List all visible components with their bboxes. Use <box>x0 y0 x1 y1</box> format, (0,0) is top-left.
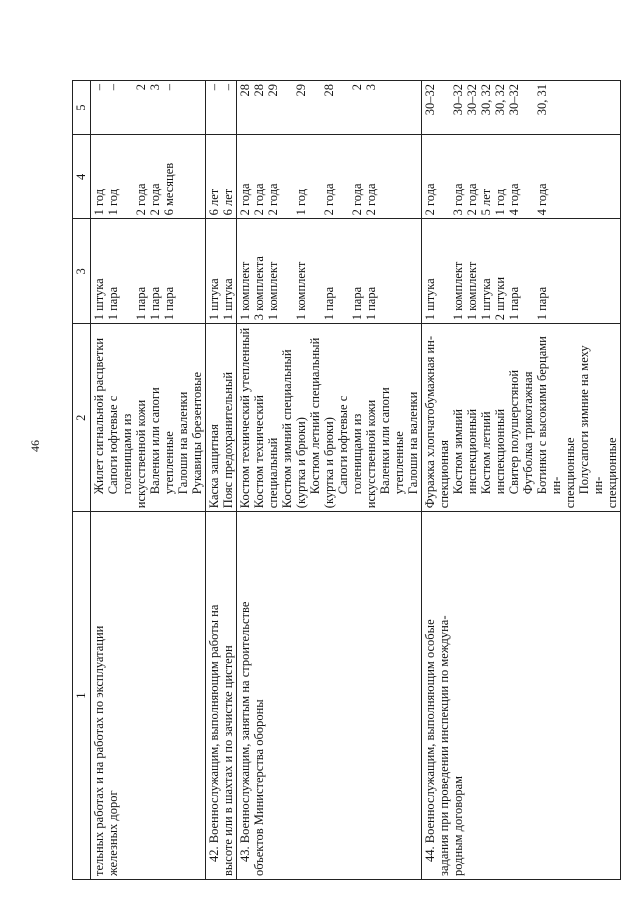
quantity-cell-line <box>120 222 134 320</box>
category-cell <box>422 512 621 880</box>
items-cell-line: искусственной кожи <box>364 399 378 509</box>
term-cell-line <box>549 138 563 215</box>
table-row <box>422 81 621 880</box>
items-cell-line: спекционные <box>605 437 619 509</box>
quantity-cell <box>237 219 422 324</box>
term-cell <box>91 135 206 219</box>
quantity-cell-line: 1 пара <box>535 286 549 321</box>
table-row <box>91 81 206 880</box>
category-cell-line: высоте или в шахтах и по зачистке цистерн <box>221 645 235 876</box>
items-cell-line: Ботинки с высокими берцами ин- <box>535 336 563 495</box>
items-cell-line: Сапоги юфтевые с голенищами из <box>106 395 134 495</box>
items-cell-line: Костюм летний инспекционный <box>479 408 507 495</box>
term-cell-line <box>336 138 350 215</box>
items-cell-line: Галоши на валенки <box>176 391 190 495</box>
quantity-cell-line: 1 комплект <box>266 261 280 321</box>
term-cell-line: 1 год <box>294 188 308 216</box>
items-cell-line: Полусапоги зимние на меху ин- <box>577 345 605 495</box>
items-cell-line: Жилет сигнальной расцветки <box>92 337 106 495</box>
note-cell-line: – <box>162 84 176 91</box>
note-cell-line <box>280 84 294 131</box>
quantity-cell-line: 3 комплекта <box>252 256 266 321</box>
quantity-cell-line: 1 комплект <box>451 261 465 321</box>
term-cell-line: 2 года <box>266 183 280 216</box>
items-cell-line: Валенки или сапоги утепленные <box>378 387 406 495</box>
note-cell-line: 2 <box>350 84 364 91</box>
quantity-cell <box>422 219 621 324</box>
note-cell-line: 28 <box>238 84 252 97</box>
category-cell-line: 44. Военнослужащим, выполняющим особые <box>423 619 437 862</box>
quantity-cell-line: 1 пара <box>148 286 162 321</box>
category-cell-line: железных дорог <box>106 790 120 876</box>
items-cell <box>91 324 206 512</box>
term-cell-line <box>308 138 322 215</box>
quantity-cell-line: 1 пара <box>507 286 521 321</box>
items-cell-line: Пояс предохранительный <box>221 371 235 509</box>
term-cell-line: 2 года <box>322 183 336 216</box>
term-cell-line: 2 года <box>238 183 252 216</box>
note-cell-line: – <box>207 84 221 91</box>
note-cell-line: 30, 32 <box>479 84 493 116</box>
category-cell-line: тельных работах и на работах по эксплуатации <box>92 625 106 876</box>
quantity-cell-line <box>308 222 322 320</box>
note-cell-line <box>521 84 535 131</box>
category-cell <box>91 512 206 880</box>
category-cell-line: родным договорам <box>451 775 465 876</box>
note-cell-line <box>120 84 134 131</box>
items-cell-line: Фуражка хлопчатобумажная ин- <box>423 335 437 509</box>
quantity-cell-line: 1 штука <box>479 278 493 321</box>
term-cell-line: 2 года <box>148 183 162 216</box>
quantity-cell-line <box>280 222 294 320</box>
category-cell-line: 42. Военнослужащим, выполняющим работы на <box>207 604 221 862</box>
items-cell <box>206 324 237 512</box>
items-cell-line: Каска защитная <box>207 424 221 509</box>
category-cell-line: 43. Военнослужащим, занятым на строительстве <box>238 601 252 862</box>
clothing-norms-table <box>72 80 621 880</box>
table-header-row <box>73 81 91 880</box>
items-cell-line: Футболка трикотажная <box>521 371 535 495</box>
quantity-cell-line: 1 пара <box>364 286 378 321</box>
items-cell-line: спекционные <box>563 437 577 509</box>
table-row <box>206 81 237 880</box>
note-cell-line: 30, 32 <box>493 84 507 116</box>
quantity-cell-line: 1 штука <box>207 278 221 321</box>
items-cell-line: Костюм зимний инспекционный <box>451 408 479 495</box>
quantity-cell-line: 1 комплект <box>238 261 252 321</box>
note-cell <box>206 81 237 135</box>
term-cell-line: 2 года <box>134 183 148 216</box>
note-cell-line: 28 <box>322 84 336 97</box>
term-cell-line: 4 года <box>507 183 521 216</box>
items-cell-line: искусственной кожи <box>134 399 148 509</box>
items-cell-line: Сапоги юфтевые с голенищами из <box>336 395 364 495</box>
quantity-cell <box>206 219 237 324</box>
term-cell-line: 2 года <box>350 183 364 216</box>
note-cell-line <box>336 84 350 131</box>
column-header-1: 1 <box>73 512 91 880</box>
items-cell-line: Костюм летний специальный <box>308 337 322 495</box>
category-cell-line: объектов Министерства обороны <box>252 699 266 876</box>
term-cell-line <box>521 138 535 215</box>
note-cell-line <box>549 84 563 131</box>
quantity-cell <box>91 219 206 324</box>
note-cell-line: – <box>92 84 106 91</box>
term-cell-line: 1 год <box>493 188 507 216</box>
note-cell-line <box>437 84 451 131</box>
quantity-cell-line: 2 штуки <box>493 276 507 321</box>
items-cell-line: спекционная <box>437 440 451 509</box>
quantity-cell-line <box>521 222 535 320</box>
term-cell <box>237 135 422 219</box>
quantity-cell-line: 1 пара <box>322 286 336 321</box>
note-cell-line: – <box>106 84 120 91</box>
term-cell <box>422 135 621 219</box>
term-cell-line: 6 лет <box>207 188 221 216</box>
term-cell-line: 2 года <box>252 183 266 216</box>
term-cell-line: 2 года <box>423 183 437 216</box>
quantity-cell-line <box>549 222 563 320</box>
term-cell-line <box>280 138 294 215</box>
quantity-cell-line: 1 пара <box>350 286 364 321</box>
term-cell-line: 4 года <box>535 183 549 216</box>
note-cell-line: – <box>221 84 235 91</box>
note-cell-line: 29 <box>266 84 280 97</box>
note-cell-line: 30–32 <box>507 84 521 116</box>
table-row <box>237 81 422 880</box>
rotated-table-container <box>72 80 619 880</box>
note-cell-line: 30, 31 <box>535 84 549 116</box>
column-header-2: 2 <box>73 324 91 512</box>
quantity-cell-line: 1 штука <box>221 278 235 321</box>
items-cell-line: (куртка и брюки) <box>322 417 336 509</box>
items-cell-line: (куртка и брюки) <box>294 417 308 509</box>
note-cell <box>237 81 422 135</box>
column-header-3: 3 <box>73 219 91 324</box>
category-cell <box>237 512 422 880</box>
term-cell <box>206 135 237 219</box>
items-cell-line: Свитер полушерстяной <box>507 369 521 495</box>
category-cell-line: задания при проведении инспекции по междуна- <box>437 615 451 876</box>
page-number: 46 <box>28 440 42 452</box>
term-cell-line: 5 лет <box>479 188 493 216</box>
category-cell <box>206 512 237 880</box>
items-cell <box>422 324 621 512</box>
note-cell-line: 2 <box>134 84 148 91</box>
column-header-5: 5 <box>73 81 91 135</box>
note-cell-line: 30–32 <box>423 84 437 116</box>
quantity-cell-line: 1 комплект <box>294 261 308 321</box>
quantity-cell-line: 1 пара <box>162 286 176 321</box>
term-cell-line <box>120 138 134 215</box>
note-cell-line <box>308 84 322 131</box>
term-cell-line: 1 год <box>106 188 120 216</box>
note-cell-line: 3 <box>364 84 378 91</box>
term-cell-line: 2 года <box>465 183 479 216</box>
term-cell-line: 1 год <box>92 188 106 216</box>
quantity-cell-line: 1 пара <box>134 286 148 321</box>
term-cell-line: 6 месяцев <box>162 162 176 216</box>
note-cell-line: 3 <box>148 84 162 91</box>
quantity-cell-line: 1 штука <box>423 278 437 321</box>
note-cell-line: 29 <box>294 84 308 97</box>
term-cell-line: 3 года <box>451 183 465 216</box>
term-cell-line <box>437 138 451 215</box>
items-cell-line: Костюм технический утепленный <box>238 327 252 509</box>
items-cell-line: Рукавицы брезентовые <box>190 371 204 495</box>
quantity-cell-line: 1 пара <box>106 286 120 321</box>
items-cell-line: Костюм зимний специальный <box>280 349 294 509</box>
term-cell-line: 2 года <box>364 183 378 216</box>
note-cell <box>422 81 621 135</box>
items-cell-line: Костюм технический специальный <box>252 395 280 509</box>
term-cell-line: 6 лет <box>221 188 235 216</box>
note-cell-line: 28 <box>252 84 266 97</box>
quantity-cell-line: 1 комплект <box>465 261 479 321</box>
quantity-cell-line: 1 штука <box>92 278 106 321</box>
note-cell-line: 30–32 <box>451 84 465 116</box>
quantity-cell-line <box>336 222 350 320</box>
items-cell-line: Валенки или сапоги утепленные <box>148 387 176 495</box>
column-header-4: 4 <box>73 135 91 219</box>
note-cell <box>91 81 206 135</box>
quantity-cell-line <box>437 222 451 320</box>
items-cell <box>237 324 422 512</box>
items-cell-line: Галоши на валенки <box>406 391 420 495</box>
note-cell-line: 30–32 <box>465 84 479 116</box>
